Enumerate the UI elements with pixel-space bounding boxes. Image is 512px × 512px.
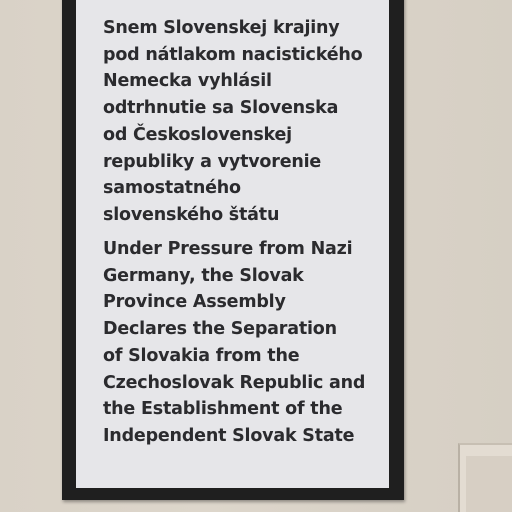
slovak-line: odtrhnutie sa Slovenska: [103, 98, 339, 119]
english-line: Under Pressure from Nazi: [103, 239, 353, 259]
english-line: of Slovakia from the: [103, 345, 300, 366]
english-line: Czechoslovak Republic and: [103, 372, 366, 393]
english-line: Germany, the Slovak: [103, 265, 304, 286]
slovak-line: samostatného: [103, 178, 241, 199]
english-caption: [103, 236, 383, 450]
english-line: the Establishment of the: [103, 399, 343, 420]
english-line: Declares the Separation: [103, 319, 337, 340]
slovak-line: slovenského štátu: [103, 204, 280, 225]
slovak-line: od Československej: [103, 124, 292, 145]
english-line: Independent Slovak State: [103, 425, 355, 446]
slovak-caption: [103, 15, 383, 229]
english-line: Province Assembly: [103, 292, 286, 313]
slovak-line: republiky a vytvorenie: [103, 151, 322, 172]
slovak-line: Nemecka vyhlásil: [103, 71, 272, 92]
slovak-line: Snem Slovenskej krajiny: [103, 18, 340, 38]
wall-ledge-face: [466, 456, 512, 512]
slovak-line: pod nátlakom nacistického: [103, 44, 363, 65]
